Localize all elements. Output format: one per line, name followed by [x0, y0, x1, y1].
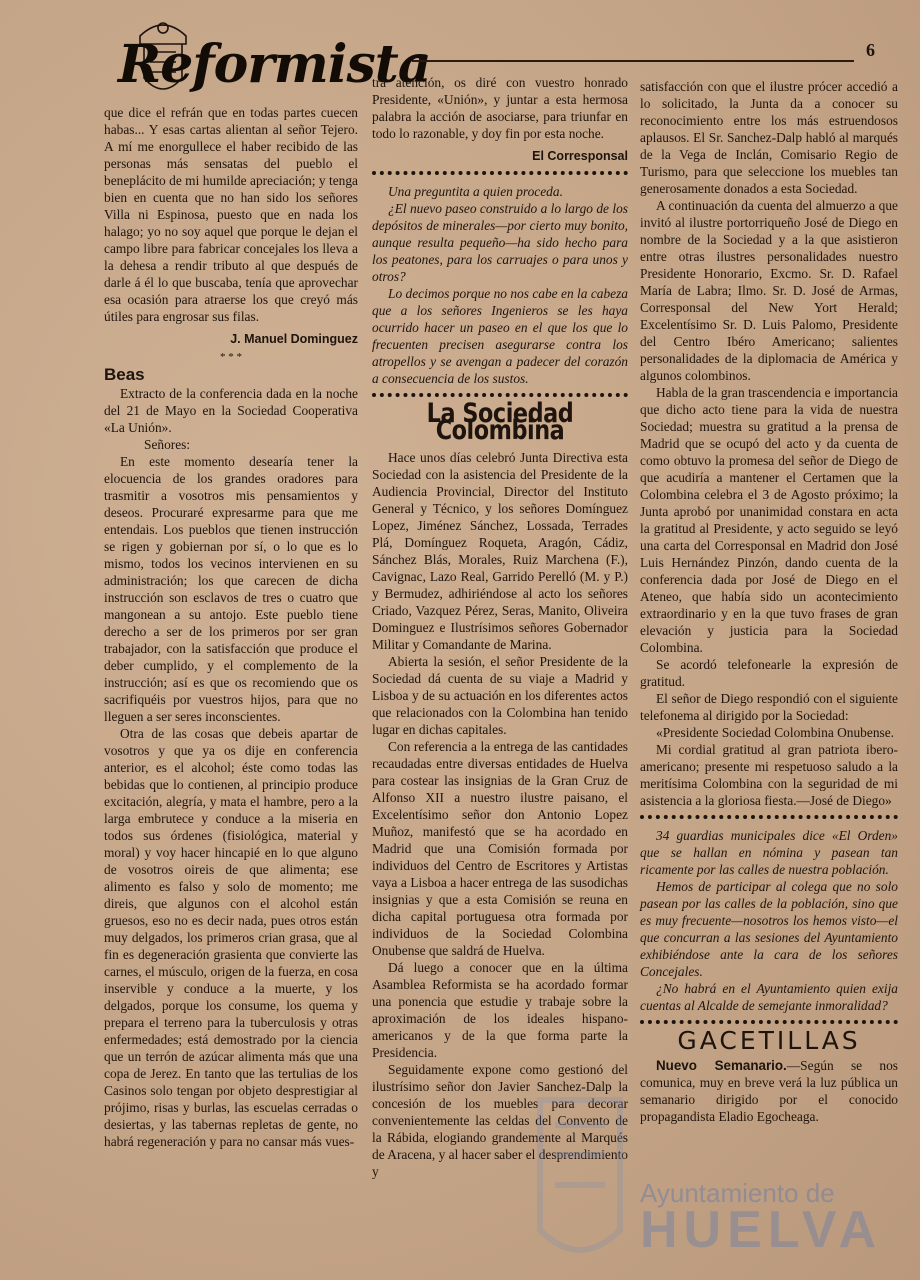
article-paragraph: En este momento desearía tener la elocuencia de los grandes oradores para trasmitir a vosotros mis pensamientos y deseos. Procuraré expresarme para que me entendais. Los pueblos que tienen instrucción se rigen y gobiernan por sí, o lo que es lo mismo, todos los vecinos intervienen en su administración; los que carecen de dicha instrucción son esclavos de tres o cuatro que mangonean a su antojo. Este pueblo tiene derecho a ser de los primeros por ser gran trabajador, con la satisfacción que produce el deber cumplido, y el complemento de la instrucción; así es que os recomiendo que os sacrifiquéis por vuestros hijos, para que no lleguen a ser seres inconscientes.	[104, 454, 358, 724]
article-paragraph: Hemos de participar al colega que no solo pasean por las calles de la población, sino que es muy frecuente—nosotros los hemos visto—el que concurran a las sesiones del Ayuntamiento exhibiéndose ante la cara de los señores Concejales.	[640, 879, 898, 979]
article-paragraph: Se acordó telefonearle la expresión de gratitud.	[640, 657, 898, 689]
watermark-line-2: HUELVA	[640, 1201, 883, 1259]
article-paragraph: «Presidente Sociedad Colombina Onubense.	[656, 725, 895, 740]
gacetilla-lead: Nuevo Semanario.	[656, 1058, 787, 1073]
gacetilla-text: —Según se nos comunica, muy en breve verá la luz pública un semanario dirigido por el conocido propagandista Eladio Egocheaga.	[640, 1058, 898, 1124]
header-rule	[412, 60, 854, 62]
section-title-beas: Beas	[104, 365, 145, 384]
article-paragraph: Dá luego a conocer que en la última Asamblea Reformista se ha acordado formar una ponencia que estudie y trabaje sobre la aproximación de los ideales hispano-americanos y de la que forma parte la Presidencia.	[372, 960, 628, 1060]
article-paragraph: Lo decimos porque no nos cabe en la cabeza que a los señores Ingenieros se les haya ocurrido hacer un paseo en el que los que lo frecuenten precisen asegurarse contra los atropellos y se avengan a padecer del corazón a consecuencia de los sustos.	[372, 286, 628, 386]
column-3	[640, 78, 898, 1125]
article-paragraph: Con referencia a la entrega de las cantidades recaudadas entre diversas entidades de Huelva para costear las insignias de la Gran Cruz de Alfonso XII a nuestro ilustre paisano, el Excelentísimo señor don Antonio Lopez Muñoz, manifestó que se ha acordado en Madrid que una Comisión formada por individuos del Centro de Escritores y Artistas vaya a Lisboa a hacer entrega de las susodichas insignias y que a esta Comisión se reuna en dicha capital portuguesa otra formada por individuos de la Sociedad Colombina Onubense que saldrá de Huelva.	[372, 739, 628, 958]
article-paragraph: Habla de la gran trascendencia e importancia que dicho acto tiene para la vida de nuestra Sociedad; muestra su gratitud a la prensa de Madrid que se ocupó del acto y da cuenta de como obtuvo la promesa del señor de Diego de que acudiría a mantener el Certamen que la Colombina celebra el 3 de Agosto próximo; la Junta aprobó por unanimidad constara en acta la gratitud al Presidente, y acto seguido se leyó una carta del Corresponsal en Madrid don José Luis Hernández Pinzón, dando cuenta de la conferencia dada por José de Diego en el Ateneo, que había sido un acontecimiento extraordinario y en la que tuvo frases de gran elevación y justicia para la Sociedad Colombina.	[640, 385, 898, 655]
dotted-divider	[372, 393, 628, 397]
article-paragraph: satisfacción con que el ilustre prócer accedió a lo solicitado, la Junta da a conocer su reconocimiento entre los más estruendosos aplausos. El Sr. Sanchez-Dalp habló al marqués de la Vega de Inclán, Comisario Regio de Turismo, para que seleccione los muebles tan generosamente donados a esta Sociedad.	[640, 79, 898, 196]
section-title-gacetillas: GACETILLAS	[677, 1026, 861, 1055]
watermark-line-1: Ayuntamiento de	[640, 1178, 835, 1208]
article-paragraph: ¿No habrá en el Ayuntamiento quien exija cuentas al Alcalde de semejante inmoralidad?	[640, 981, 898, 1013]
dotted-divider	[640, 1020, 898, 1024]
article-paragraph: 34 guardias municipales dice «El Orden» que se hallan en nómina y pasean tan ricamente por las calles de nuestra población.	[640, 828, 898, 877]
section-title-sociedad: La Sociedad Colombina	[426, 398, 574, 446]
article-paragraph: Otra de las cosas que debeis apartar de vosotros y que ya os dije en conferencia anterior, es el alcohol; éste como todas las bebidas que lo contienen, al principio produce excitación, alegría, y mata el hambre, pero a la larga embrutece y conduce a la miseria en todos sus órdenes (fisiológica, material y moral) y voy hacer hincapié en lo que alguno de vosotros oireis de que alimenta; ese alimento es falso y solo de momento; me direis, que algunos con el alcohol están gruesos, eso no es decir nada, pues otros están muy delgados, los primeros crian grasa, que al fin es degeneración grasienta que convierte las carnes, el músculo, origen de la fuerza, en cosa inservible y conduce a la muerte, y los delgados, porque los consume, los quema y prepara el terreno para la tuberculosis y otras enfermedades; está demostrado por la ciencia que un terrón de azúcar alimenta más que una copa de Jerez. En tanto que las tertulias de los Casinos solo tengan por objeto desprestigiar al prójimo, risas y burlas, las escuelas cerradas o desiertas, y las tabernas repletas de gente, no habrá regeneración y para no cansar más vues-	[104, 726, 358, 1149]
article-paragraph: Mi cordial gratitud al gran patriota ibero-americano; presente mi respetuoso saludo a la meritísima Colombina con la seguridad de mi asistencia a la gloriosa fiesta.—José de Diego»	[640, 742, 898, 808]
guardias-article	[640, 827, 898, 1014]
dotted-divider	[640, 815, 898, 819]
article-paragraph: Hace unos días celebró Junta Directiva esta Sociedad con la asistencia del Presidente de la Audiencia Provincial, Director del Instituto General y Técnico, y los señores Domínguez Lopez, Jiménez Sánchez, Lossada, Terrades Plá, Domínguez Roqueta, Aragón, Cádiz, Sánchez Blás, Morales, Ruiz Marchena (F.), Cavignac, Lazo Real, Garrido Perelló (M. y P.) y Bermudez, adhiriéndose al acto los señores Criado, Vazquez Pérez, Seras, Manito, Oliveira Dominguez e Ilustrísimos señores Gobernador Militar y Comandante de Marina.	[372, 450, 628, 652]
article-paragraph: A continuación da cuenta del almuerzo a que invitó al ilustre portorriqueño José de Diego en nombre de la Sociedad y a la que asistieron entre otras ilustres personalidades nuestro Presidente Honorario, Excmo. Sr. D. Rafael María de Labra; Ilmo. Sr. D. José de Armas, Corresponsal del New Yort Herald; Excelentísimo Sr. D. Luis Palomo, Presidente del Centro Ibéro Americano; salientes personalidades de la diplomacia de América y algunos colombinos.	[640, 198, 898, 383]
article-paragraph: que dice el refrán que en todas partes cuecen habas... Y esas cartas alientan al señor Tejero. A mí me enorgullece el haber recibido de las personas más sensatas del pueblo el beneplácito de mi humilde apreciación; y tenga bien en cuenta que no han sido los señores Villa ni Espinosa, puesto que en nada los halago; yo no soy aquel que porque le dejan el campo libre para fabricar concejales los lleva a la dehesa a rendir tributo al que después de darle á él lo que buscaba, tenía que aprovechar esa ocasión para atraerse los que creyó más útiles para engrosar sus filas.	[104, 105, 358, 324]
article-paragraph: Extracto de la conferencia dada en la noche del 21 de Mayo en la Sociedad Cooperativa «La Unión».	[104, 386, 358, 435]
article-paragraph: Seguidamente expone como gestionó del ilustrísimo señor don Javier Sanchez-Dalp la concesión de los muebles para decorar convenientemente las celdas del Convento de la Rábida, elogiando grandemente al Marqués de Aracena, y al hacer saber el desprendimiento y	[372, 1062, 628, 1179]
article-paragraph: tra atención, os diré con vuestro honrado Presidente, «Unión», y juntar a esta hermosa palabra la acción de asociarse, para triunfar en todo lo razonable, y doy fin por esta noche.	[372, 75, 628, 141]
article-paragraph: Una preguntita a quien proceda.	[388, 184, 563, 199]
article-paragraph: ¿El nuevo paseo construido a lo largo de los depósitos de minerales—por cierto muy bonito, aunque resulta pequeño—ha sido hecho para los peatones, para los carruajes o para unos y otros?	[372, 201, 628, 284]
dotted-divider	[372, 171, 628, 175]
article-paragraph: Abierta la sesión, el señor Presidente de la Sociedad dá cuenta de su viaje a Madrid y Lisboa y de su actuación en los diferentes actos que relacionados con la Colombina han tenido lugar en dichas capitales.	[372, 654, 628, 737]
article-paragraph: El señor de Diego respondió con el siguiente telefonema al dirigido por la Sociedad:	[640, 691, 898, 723]
signature: J. Manuel Dominguez	[230, 332, 358, 346]
column-2	[372, 74, 628, 1180]
masthead-title: Reformista	[118, 34, 431, 95]
column-1	[104, 104, 358, 1150]
pregunta-article	[372, 183, 628, 387]
article-paragraph: Señores:	[144, 437, 191, 452]
page-number: 6	[866, 40, 875, 60]
separator-stars: * * *	[220, 351, 242, 363]
signature: El Corresponsal	[532, 149, 628, 163]
